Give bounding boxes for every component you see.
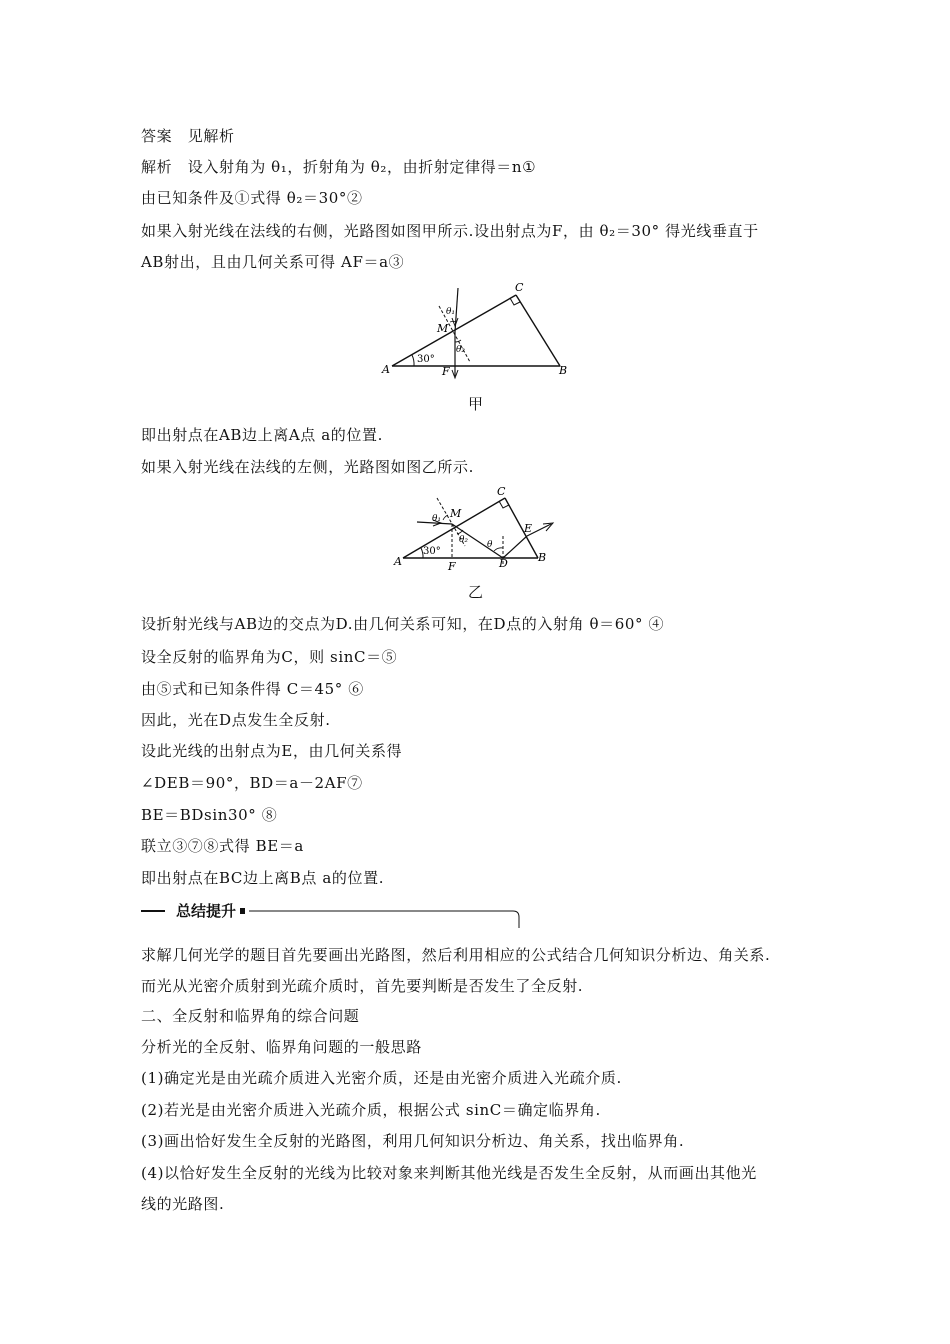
text-line: 即出射点在AB边上离A点 a的位置. bbox=[141, 426, 383, 444]
label-m: M bbox=[450, 507, 462, 520]
label-theta1: θ₁ bbox=[446, 307, 456, 317]
summary-right-corner bbox=[513, 911, 519, 928]
summary-left-mark bbox=[141, 910, 165, 912]
label-m: M bbox=[437, 322, 449, 335]
figure-caption-jia: 甲 bbox=[468, 395, 484, 413]
theta-arc bbox=[494, 548, 503, 551]
text-line: 设折射光线与AB边的交点为D.由几何关系可知，在D点的入射角 θ＝60° ④ bbox=[141, 615, 665, 633]
side-ac bbox=[392, 295, 516, 366]
label-a: A bbox=[382, 363, 390, 376]
label-f: F bbox=[442, 365, 450, 378]
text-line: 设此光线的出射点为E，由几何关系得 bbox=[141, 742, 403, 760]
label-theta1: θ₁ bbox=[432, 514, 442, 524]
side-cb bbox=[505, 498, 538, 558]
answer-line: 答案 见解析 bbox=[141, 127, 235, 145]
label-angle: 30° bbox=[423, 546, 441, 557]
list-item: (3)画出恰好发生全反射的光路图，利用几何知识分析边、角关系，找出临界角. bbox=[141, 1132, 685, 1150]
label-theta2: θ₂ bbox=[459, 535, 469, 545]
analysis-line: 解析 设入射角为 θ₁，折射角为 θ₂，由折射定律得＝n① bbox=[141, 158, 537, 176]
label-d: D bbox=[499, 557, 508, 570]
text-line: 联立③⑦⑧式得 BE＝a bbox=[141, 837, 304, 855]
text-line: 设全反射的临界角为C，则 sinC＝⑤ bbox=[141, 648, 398, 666]
text-line: 如果入射光线在法线的左侧，光路图如图乙所示. bbox=[141, 458, 474, 476]
label-c: C bbox=[497, 485, 506, 498]
text-line: ∠DEB＝90°，BD＝a－2AF⑦ bbox=[141, 774, 363, 792]
label-f: F bbox=[448, 560, 456, 573]
text-line: BE＝BDsin30° ⑧ bbox=[141, 806, 278, 824]
label-theta2: θ₂ bbox=[456, 345, 466, 355]
text-line: 由⑤式和已知条件得 C＝45° ⑥ bbox=[141, 680, 364, 698]
text-line: 求解几何光学的题目首先要画出光路图，然后利用相应的公式结合几何知识分析边、角关系. bbox=[141, 946, 771, 964]
figure-caption-yi: 乙 bbox=[468, 583, 484, 601]
text-line: 而光从光密介质射到光疏介质时，首先要判断是否发生了全反射. bbox=[141, 977, 584, 995]
text-line: 由已知条件及①式得 θ₂＝30°② bbox=[141, 189, 363, 207]
theta1-arc bbox=[443, 515, 448, 520]
list-item: (2)若光是由光密介质进入光疏介质，根据公式 sinC＝确定临界角. bbox=[141, 1101, 601, 1119]
label-b: B bbox=[559, 364, 568, 377]
label-e: E bbox=[524, 522, 533, 535]
theta2-arc bbox=[455, 340, 461, 342]
section-heading: 二、全反射和临界角的综合问题 bbox=[141, 1007, 360, 1025]
list-item: 线的光路图. bbox=[141, 1195, 225, 1213]
figure-jia bbox=[380, 278, 580, 383]
text-line: 如果入射光线在法线的右侧，光路图如图甲所示.设出射点为F，由 θ₂＝30° 得光线垂直于 bbox=[141, 222, 759, 240]
summary-title: 总结提升 bbox=[172, 901, 240, 921]
theta2-arc bbox=[457, 530, 463, 534]
text-line: 因此，光在D点发生全反射. bbox=[141, 711, 331, 729]
text-line: AB射出，且由几何关系可得 AF＝a③ bbox=[141, 253, 405, 271]
label-theta: θ bbox=[487, 540, 493, 550]
arrow-in bbox=[452, 318, 458, 326]
angle-arc bbox=[412, 355, 414, 366]
figure-yi bbox=[393, 484, 563, 574]
label-c: C bbox=[515, 281, 524, 294]
side-cb bbox=[516, 295, 560, 366]
text-line: 分析光的全反射、临界角问题的一般思路 bbox=[141, 1038, 422, 1056]
list-item: (4)以恰好发生全反射的光线为比较对象来判断其他光线是否发生全反射，从而画出其他光 bbox=[141, 1164, 757, 1182]
text-line: 即出射点在BC边上离B点 a的位置. bbox=[141, 869, 385, 887]
label-a: A bbox=[394, 555, 402, 568]
reflected-ray bbox=[503, 536, 527, 558]
label-b: B bbox=[538, 551, 547, 564]
list-item: (1)确定光是由光疏介质进入光密介质，还是由光密介质进入光疏介质. bbox=[141, 1069, 622, 1087]
label-angle: 30° bbox=[417, 354, 435, 365]
